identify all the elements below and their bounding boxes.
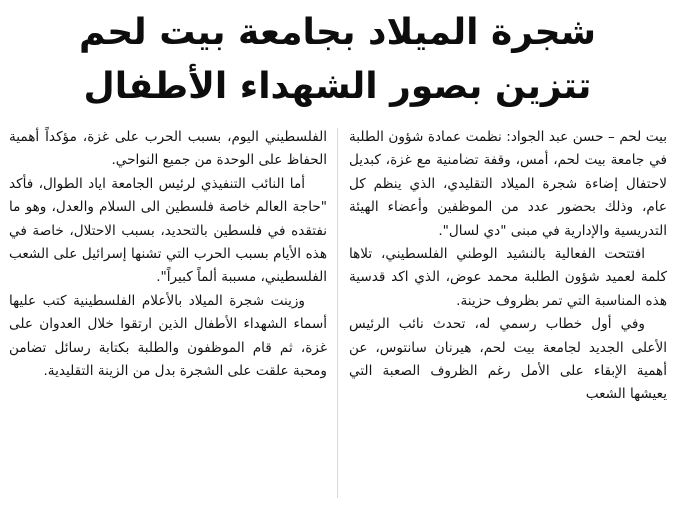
article-column-left [9, 126, 327, 500]
article-paragraph: أما النائب التنفيذي لرئيس الجامعة اياد الطوال، فأكد "حاجة العالم خاصة فلسطين الى السلام والعدل، وهو ما نفتقده في فلسطين بالتحديد، بسبب الاحتلال، خاصة في هذه الأيام بسبب الحرب التي تشنها إسرائيل على الشعب الفلسطيني، مسببة ألماً كبيراً". [9, 175, 327, 286]
headline-line-1: شجرة الميلاد بجامعة بيت لحم [78, 12, 597, 53]
headline-line-2: تتزين بصور الشهداء الأطفال [83, 66, 592, 107]
article-paragraph: افتتحت الفعالية بالنشيد الوطني الفلسطيني، تلاها كلمة لعميد شؤون الطلبة محمد عوض، الذي اكد قدسية هذه المناسبة التي تمر بظروف حزينة. [349, 246, 667, 309]
article-paragraph: بيت لحم – حسن عبد الجواد: نظمت عمادة شؤون الطلبة في جامعة بيت لحم، أمس، وقفة تضامنية مع غزة، كبديل لاحتفال إضاءة شجرة الميلاد التقليدي، الذي ينظم كل عام، وذلك بحضور عدد من الموظفين وأعضاء الهيئة التدريسية والإدارية في مبنى "دي لسال". [349, 129, 667, 239]
column-divider [337, 128, 338, 498]
article-column-right [349, 126, 667, 500]
article-paragraph: وفي أول خطاب رسمي له، تحدث نائب الرئيس الأعلى الجديد لجامعة بيت لحم، هيرنان سانتوس، عن أهمية الإبقاء على الأمل رغم الظروف الصعبة التي يعيشها الشعب [349, 316, 667, 403]
article-paragraph: الفلسطيني اليوم، بسبب الحرب على غزة، مؤكداً أهمية الحفاظ على الوحدة من جميع النواحي. [9, 129, 327, 169]
article-paragraph: وزينت شجرة الميلاد بالأعلام الفلسطينية كتب عليها أسماء الشهداء الأطفال الذين ارتقوا خلال العدوان على غزة، ثم قام الموظفون والطلبة بكتابة رسائل تضامن ومحبة علقت على الشجرة بدل من الزينة التقليدية. [9, 292, 327, 380]
